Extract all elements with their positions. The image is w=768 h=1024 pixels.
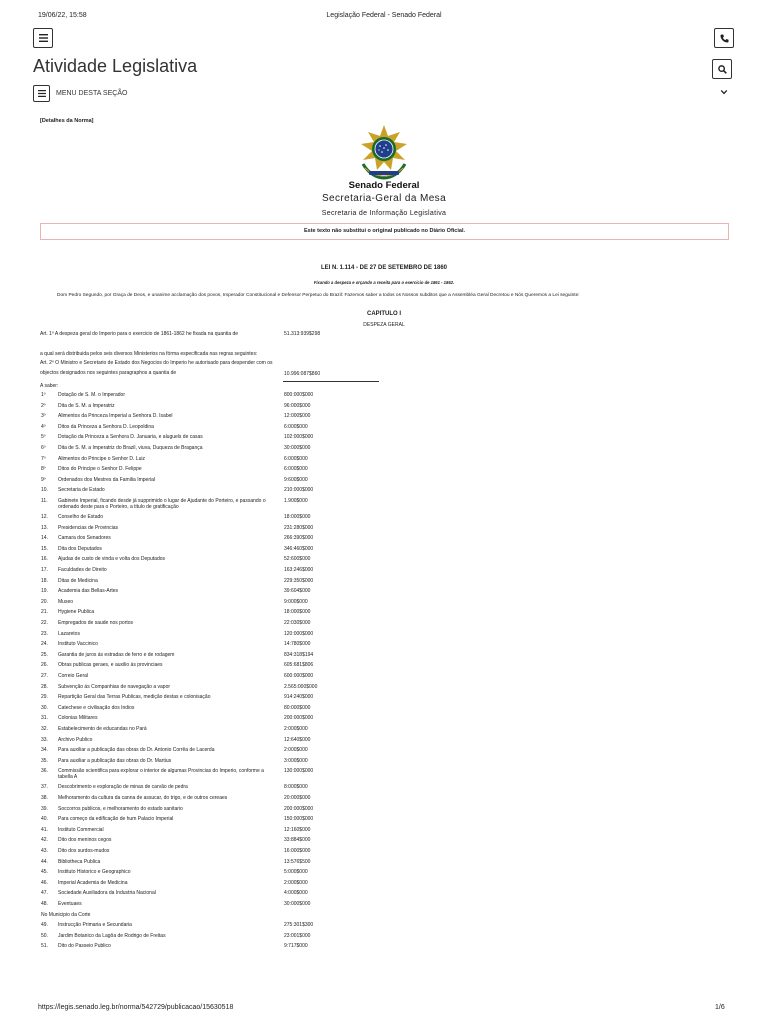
app-title: Atividade Legislativa bbox=[33, 56, 198, 76]
item-value: 22:030$000 bbox=[284, 620, 311, 626]
section-menu-button[interactable] bbox=[33, 85, 50, 102]
item-value: 1.900$000 bbox=[284, 498, 308, 504]
item-number: 41. bbox=[41, 826, 48, 833]
item-description: Lazaretos bbox=[58, 630, 80, 637]
item-value: 12:000$000 bbox=[284, 413, 311, 420]
item-number: 38. bbox=[41, 795, 48, 801]
org-subtitle: Secretaria-Geral da Mesa bbox=[321, 193, 447, 204]
item-number: 6º bbox=[41, 445, 46, 451]
item-number: 43. bbox=[41, 848, 48, 854]
item-value: 9:600$000 bbox=[284, 476, 308, 483]
item-description: Repartição Geral das Terras Publicas, medição destas e colonisação bbox=[58, 694, 211, 701]
item-value: 130:000$000 bbox=[284, 768, 314, 775]
item-number: 14. bbox=[41, 535, 48, 542]
item-value: 13:576$500 bbox=[284, 858, 311, 865]
item-description: Obras publicas geraes, e auxilio ás provinciaes bbox=[58, 662, 163, 669]
item-description: Estabelecimento de educandas no Pará bbox=[58, 726, 147, 732]
item-value: 18:000$000 bbox=[284, 514, 311, 520]
item-value: 6:000$000 bbox=[284, 455, 308, 462]
item-number: 29. bbox=[41, 694, 48, 701]
item-value: 150:000$000 bbox=[284, 816, 314, 823]
item-description: Imperial Academia de Medicina bbox=[58, 879, 128, 886]
item-value: 80:000$000 bbox=[284, 704, 311, 711]
main-menu-button[interactable] bbox=[33, 28, 53, 48]
item-value: 23:001$000 bbox=[284, 932, 311, 939]
item-description: Alimentos do Principe o Senhor D. Luiz bbox=[58, 455, 145, 462]
item-value: 210:000$000 bbox=[284, 487, 314, 494]
item-description: Alimentos da Princeza Imperial a Senhora D. Isabel bbox=[58, 413, 173, 420]
article-2-value: 10.996:087$860 bbox=[284, 371, 321, 377]
article-1-value: 51.313:939$298 bbox=[284, 331, 321, 337]
item-number: 2º bbox=[41, 402, 46, 409]
law-title: LEI N. 1.114 - DE 27 DE SETEMBRO DE 1860 bbox=[320, 265, 448, 271]
item-value: 346:460$000 bbox=[284, 545, 314, 552]
item-description: Para começo da edificação de hum Palacio Imperial bbox=[58, 816, 174, 823]
law-subtitle: Fixando a despeza e orçando a receita para o exercicio de 1861 - 1862. bbox=[313, 280, 455, 285]
item-value: 5:000$000 bbox=[284, 869, 308, 876]
item-description: Garantia de juros ás estradas de ferro e de rodagem bbox=[58, 651, 175, 658]
item-number: 21. bbox=[41, 609, 48, 616]
item-number: 30. bbox=[41, 704, 48, 711]
chapter-subtitle: DESPEZA GERAL bbox=[363, 322, 405, 328]
item-description: Para auxiliar a publicação das obras do Dr. Antonio Corrêa de Lacerda bbox=[58, 747, 215, 754]
item-value: 6:000$000 bbox=[284, 466, 308, 473]
article-2-line-2: objectos designados nos seguintes paragraphos a quantia de bbox=[40, 370, 177, 376]
item-value: 39:604$000 bbox=[284, 588, 311, 595]
item-value: 14:780$000 bbox=[284, 641, 311, 648]
item-value: 8:000$000 bbox=[284, 784, 308, 791]
chapter-title: CAPITULO I bbox=[367, 311, 401, 317]
article-2-line-1: Art. 2º O Ministro e Secretario de Estado dos Negocios do Imperio he autorisado para despender com os bbox=[40, 360, 273, 366]
item-number: 46. bbox=[41, 879, 48, 886]
item-number: 5º bbox=[41, 434, 46, 441]
item-number: 50. bbox=[41, 932, 48, 939]
item-value: 600:000$000 bbox=[284, 673, 314, 679]
item-number: 9º bbox=[41, 476, 46, 483]
item-value: 6:000$000 bbox=[284, 423, 308, 430]
item-value: 33:884$000 bbox=[284, 837, 311, 844]
item-description: Ajudas de custo de vinda e volta dos Deputados bbox=[58, 556, 166, 563]
item-value: 18:000$000 bbox=[284, 609, 311, 616]
item-description: Instrucção Primaria e Secundaria bbox=[58, 922, 132, 929]
item-number: 20. bbox=[41, 598, 48, 605]
item-description: Museo bbox=[58, 598, 74, 605]
item-number: 36. bbox=[41, 768, 48, 775]
item-description: Jardim Botanico da Lagôa de Rodrigo de Freitas bbox=[58, 932, 166, 939]
phone-icon bbox=[720, 34, 729, 43]
item-number: 39. bbox=[41, 805, 48, 812]
item-value: 120:000$000 bbox=[284, 630, 314, 637]
phone-button[interactable] bbox=[714, 28, 734, 48]
item-number: 3º bbox=[41, 413, 46, 420]
item-description: Dito dos surdos-mudos bbox=[58, 848, 110, 854]
item-description: Para auxiliar a publicação das obras do Dr. Martius bbox=[58, 757, 172, 764]
item-number: 31. bbox=[41, 715, 48, 722]
item-value: 12:640$000 bbox=[284, 736, 311, 743]
item-value: 2:000$000 bbox=[284, 726, 308, 732]
item-value: 914:240$000 bbox=[284, 694, 314, 701]
item-value: 52:600$000 bbox=[284, 556, 311, 563]
item-number: 12. bbox=[41, 514, 48, 520]
item-number: 45. bbox=[41, 869, 48, 876]
item-number: 16. bbox=[41, 556, 48, 563]
item-description: Ordenados dos Mestres da Familia Imperial bbox=[58, 476, 155, 483]
item-number: 19. bbox=[41, 588, 48, 595]
item-value: 200:000$000 bbox=[284, 805, 314, 812]
item-description: Ditas de Medicina bbox=[58, 577, 98, 584]
item-value: 2:000$000 bbox=[284, 879, 308, 886]
item-description: Correio Geral bbox=[58, 673, 89, 679]
item-number: 24. bbox=[41, 641, 48, 648]
item-number: 1º bbox=[41, 392, 46, 398]
item-description: Instituto Vaccinico bbox=[58, 641, 98, 648]
article-2-asaber: A saber: bbox=[40, 383, 59, 389]
item-description: Sociedade Auxiliadora da Industria Nacional bbox=[58, 890, 156, 897]
item-value: 800:000$000 bbox=[284, 392, 314, 398]
item-number: 17. bbox=[41, 567, 48, 573]
item-number: 35. bbox=[41, 757, 48, 764]
item-number: 28. bbox=[41, 683, 48, 690]
item-number: 18. bbox=[41, 577, 48, 584]
article-1-continuation: a qual será distribuida pelos seis diversos Ministerios na fórma especificada nas regras seguintes: bbox=[40, 351, 258, 357]
item-number: 11. bbox=[41, 498, 48, 504]
item-value: 275:301$300 bbox=[284, 922, 314, 929]
item-description: Dita dos Deputados bbox=[58, 545, 102, 552]
item-description: Academia das Bellas-Artes bbox=[58, 588, 119, 595]
item-value: 2:000$000 bbox=[284, 747, 308, 754]
item-value: 266:390$000 bbox=[284, 535, 314, 542]
org-subtitle-2: Secretaria de Informação Legislativa bbox=[321, 210, 447, 217]
item-description: Secretaria de Estado bbox=[58, 487, 105, 494]
item-number: 44. bbox=[41, 858, 48, 865]
item-number: 10. bbox=[41, 487, 48, 494]
item-number: 26. bbox=[41, 662, 48, 669]
item-number: 33. bbox=[41, 736, 48, 743]
coat-of-arms-icon bbox=[355, 124, 413, 180]
item-value: 102:000$000 bbox=[284, 434, 314, 441]
list-heading-text: No Municipio da Corte bbox=[41, 911, 91, 918]
item-description: Soccorros publicos, e melhoramento do estado sanitario bbox=[58, 805, 183, 812]
hamburger-icon bbox=[38, 90, 46, 97]
item-description: Commissão scientifica para explorar o interior de algumas Provincias do Imperio, conforme a tabella A bbox=[58, 768, 264, 781]
item-description: Dito dos meninos cegos bbox=[58, 837, 112, 844]
item-description: Subvenção ás Companhias de navegação a vapor bbox=[58, 683, 171, 690]
item-description: Dotação de S. M. o Imperador bbox=[58, 392, 125, 398]
item-number: 34. bbox=[41, 747, 48, 754]
item-value: 16:000$000 bbox=[284, 848, 311, 854]
item-number: 15. bbox=[41, 545, 48, 552]
item-number: 4º bbox=[41, 423, 46, 430]
item-description: Melhoramento da cultura da canna de assucar, do trigo, e de outros cereaes bbox=[58, 795, 228, 801]
item-number: 13. bbox=[41, 524, 48, 531]
item-description: Dito do Passeio Publico bbox=[58, 943, 111, 950]
item-description: Bibliotheca Publica bbox=[58, 858, 101, 865]
item-value: 231:280$000 bbox=[284, 524, 314, 531]
item-value: 96:000$000 bbox=[284, 402, 311, 409]
print-url: https://legis.senado.leg.br/norma/542729/publicacao/15630518 bbox=[38, 1004, 234, 1011]
item-description: Dita de S. M. a Imperatriz bbox=[58, 402, 115, 409]
item-description: Camara dos Senadores bbox=[58, 535, 111, 542]
section-menu-label[interactable]: MENU DESTA SEÇÃO bbox=[56, 90, 128, 97]
item-description: Dita de S. M. a Imperatriz do Brazil, viuva, Duqueza de Bragança bbox=[58, 445, 203, 451]
item-value: 3:000$000 bbox=[284, 757, 308, 764]
item-value: 229:350$000 bbox=[284, 577, 314, 584]
item-value: 163:246$000 bbox=[284, 567, 314, 573]
notice-box: Este texto não substitui o original publicado no Diário Oficial. bbox=[40, 223, 729, 240]
item-value: 4:000$000 bbox=[284, 890, 308, 897]
item-number: 22. bbox=[41, 620, 48, 626]
hamburger-icon bbox=[39, 34, 48, 42]
item-number: 23. bbox=[41, 630, 48, 637]
item-description: Archivo Publico bbox=[58, 736, 93, 743]
item-description: Conselho de Estado bbox=[58, 514, 104, 520]
item-number: 25. bbox=[41, 651, 48, 658]
item-value: 2.565:000$000 bbox=[284, 683, 318, 690]
print-datetime: 19/06/22, 15:58 bbox=[38, 12, 87, 19]
item-description: Eventuaes bbox=[58, 901, 82, 907]
item-number: 48. bbox=[41, 901, 48, 907]
item-description: Descobrimento e exploração de minas de carvão de pedra bbox=[58, 784, 188, 791]
item-description: Instituto Historico e Geographico bbox=[58, 869, 131, 876]
item-number: 27. bbox=[41, 673, 48, 679]
item-number: 51. bbox=[41, 943, 48, 950]
article-1-text: Art. 1º A despeza geral do Imperio para o exercicio de 1861-1862 he fixada na quantia de bbox=[40, 331, 239, 337]
item-value: 20:000$000 bbox=[284, 795, 311, 801]
item-value: 9:000$000 bbox=[284, 598, 308, 605]
item-number: 8º bbox=[41, 466, 46, 473]
item-description: Ditos do Principe o Senhor D. Felippe bbox=[58, 466, 142, 473]
org-name: Senado Federal bbox=[348, 180, 420, 191]
item-value: 12:160$000 bbox=[284, 826, 311, 833]
divider bbox=[283, 381, 379, 382]
item-description: Faculdades de Direito bbox=[58, 567, 107, 573]
item-number: 32. bbox=[41, 726, 48, 732]
item-description: Presidencias de Provincias bbox=[58, 524, 119, 531]
item-number: 49. bbox=[41, 922, 48, 929]
item-value: 834:318$194 bbox=[284, 651, 314, 658]
item-description: Dotação da Princeza a Senhora D. Januaria, e aluguels de casas bbox=[58, 434, 203, 441]
item-description: Empregados de saude nos portos bbox=[58, 620, 134, 626]
law-preamble: Dom Pedro Segundo, por Graça de Deos, e unanime acclamação dos povos, Imperador Constitucional e Defensor Perpetuo do Brazil: Fazemos saber a todos os Nossos subditos que a Assembléa Geral Decretou e Nós Queremos a Lei seguinte: bbox=[57, 293, 580, 298]
details-link[interactable]: [Detalhes da Norma] bbox=[40, 118, 94, 124]
item-description: Catechese e civilisação dos Indios bbox=[58, 704, 135, 711]
chevron-down-icon[interactable] bbox=[720, 88, 728, 96]
item-value: 200:000$000 bbox=[284, 715, 314, 722]
item-number: 47. bbox=[41, 890, 48, 897]
item-value: 9:717$000 bbox=[284, 943, 308, 950]
search-button[interactable] bbox=[712, 59, 732, 79]
item-value: 30:000$000 bbox=[284, 901, 311, 907]
item-value: 30:000$000 bbox=[284, 445, 311, 451]
print-page-count: 1/6 bbox=[715, 1004, 725, 1011]
item-description: Instituto Commercial bbox=[58, 826, 104, 833]
print-header bbox=[0, 8, 768, 20]
item-description: Colonias Militares bbox=[58, 715, 98, 722]
item-number: 40. bbox=[41, 816, 48, 823]
item-value: 605:681$806 bbox=[284, 662, 314, 669]
search-icon bbox=[718, 65, 727, 74]
item-number: 37. bbox=[41, 784, 48, 791]
item-number: 7º bbox=[41, 455, 46, 462]
print-page-title: Legislação Federal - Senado Federal bbox=[326, 12, 442, 19]
item-number: 42. bbox=[41, 837, 48, 844]
item-description: Hygiene Publica bbox=[58, 609, 95, 616]
item-description: Ditos da Princeza a Senhora D. Leopoldina bbox=[58, 423, 154, 430]
item-description: Gabinete Imperial, ficando desde já supprimido o lugar de Ajudante do Porteiro, e passando o ordenado deste para o Porteiro, a titulo de gratificação bbox=[58, 498, 266, 510]
